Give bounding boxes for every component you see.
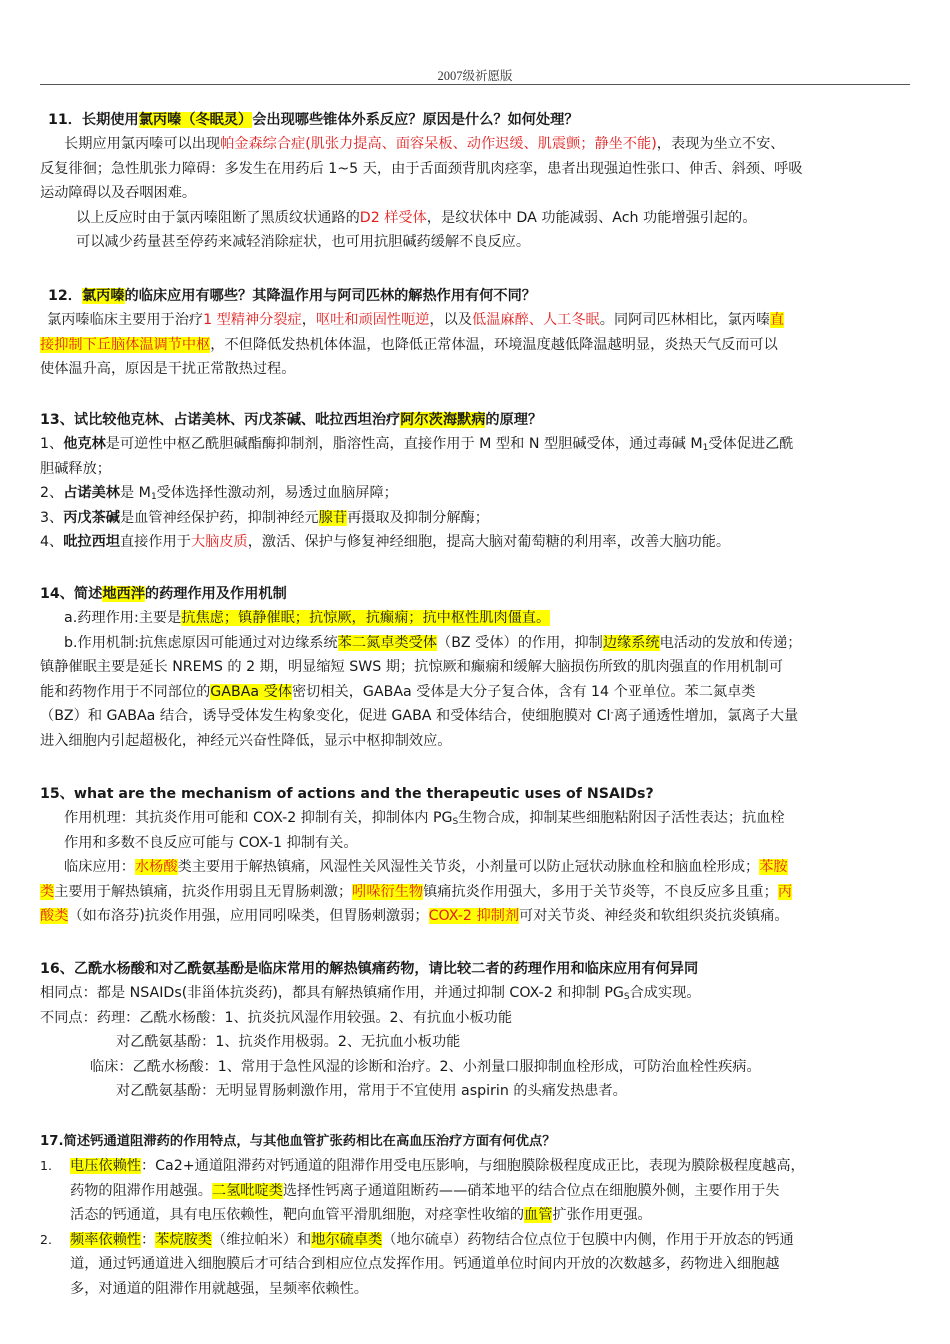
q17-p1c: 药物的阻滞作用越强。	[70, 1182, 212, 1199]
q15-c1d: 苯胺	[759, 859, 788, 876]
q14-line-2: 镇静催眠主要是延长 NREMS 的 2 期，明显缩短 SWS 期；抗惊厥和癫痫和缓解大脑损伤所致的肌肉强直的作用机制可	[40, 659, 784, 676]
q17-p2d: （维拉帕米）和	[211, 1231, 312, 1248]
q15-c2e: 丙	[777, 883, 793, 900]
question-12	[40, 284, 906, 382]
q14-line-4	[40, 704, 906, 729]
question-17	[40, 1130, 906, 1302]
q14-l3b: GABAa 受体	[210, 683, 292, 700]
question-15	[40, 782, 906, 929]
q15-c2d: 镇痛抗炎作用强大，多用于关节炎等，不良反应多且重；	[423, 883, 778, 900]
q13-t3: 的原理？	[485, 412, 543, 428]
q12-line-1	[40, 308, 906, 333]
q17-point-1	[40, 1154, 906, 1179]
q14-line-5: 进入细胞内引起超极化，神经元兴奋性降低，显示中枢抑制效应。	[40, 732, 452, 749]
q17-p1d: 二氢吡啶类	[211, 1182, 283, 1199]
q16-same	[40, 981, 906, 1006]
q14-a1: a.药理作用:主要是	[64, 610, 182, 626]
q12-l1b: 1 型精神分裂症	[203, 312, 302, 328]
q17-point-1-cont-1	[40, 1179, 906, 1204]
q15-clin-1	[40, 855, 906, 880]
q12-l1g: 。同阿司匹林相比，氯丙嗪	[599, 312, 771, 328]
q15-mech-1	[40, 806, 906, 831]
q14-b1: b.作用机制:抗焦虑原因可能通过对边缘系统	[64, 634, 338, 651]
q13-i2d: 受体选择性激动剂，易透过血脑屏障；	[156, 485, 398, 502]
q13-item-2	[40, 481, 906, 506]
q15-m1sub: S	[452, 817, 459, 827]
q17-n2: 2.	[40, 1231, 52, 1247]
q16-diff-4: 对乙酰氨基酚：无明显胃肠刺激作用，常用于不宜使用 aspirin 的头痛发热患者。	[116, 1083, 627, 1100]
q15-c1c: 类主要用于解热镇痛，风湿性关风湿性关节炎，小剂量可以防止冠状动脉血栓和脑血栓形成；	[177, 859, 760, 876]
q16-diff-2: 对乙酰氨基酚：1、抗炎作用极弱。2、无抗血小板功能	[116, 1034, 461, 1051]
q12-l2b: ，不但降低发热机体体温，也降低正常体温，环境温度越低降温越明显，炎热天气反而可以	[210, 336, 778, 353]
q12-l1h: 直	[770, 312, 785, 328]
q13-i3e: 再摄取及抑制分解酶；	[347, 509, 489, 526]
q17-p1e: 选择性钙离子通道阻断药——硝苯地平的结合位点在细胞膜外侧，主要作用于失	[282, 1182, 780, 1199]
q13-i2a: 2、	[40, 485, 64, 502]
q17-p2e: 地尔硫卓类	[311, 1231, 383, 1248]
q11-l4c: ，是纹状体中 DA 功能减弱、Ach 功能增强引起的。	[426, 209, 757, 226]
q13-i2b: 占诺美林	[63, 485, 120, 502]
q13-i1d: 受体促进乙酰	[708, 436, 794, 452]
q17-p1b: ：Ca2+通道阻滞药对钙通道的阻滞作用受电压影响，与细胞膜除极程度成正比，表现为膜除极程度越高，	[140, 1158, 805, 1174]
q13-t1: 13、试比较他克林、占诺美林、丙戊茶碱、吡拉西坦治疗	[40, 412, 401, 428]
q12-l1f: 低温麻醉、人工冬眠	[472, 312, 600, 328]
q15-m1a: 作用机理：其抗炎作用可能和 COX-2 抑制有关，抑制体内 PG	[64, 810, 453, 826]
q11-line-1	[40, 132, 906, 157]
q13-i3d: 腺苷	[318, 509, 348, 526]
q13-item-4	[40, 530, 906, 555]
q14-b	[40, 631, 906, 656]
q16-diff-1: 不同点：药理：乙酰水杨酸：1、抗炎抗风湿作用较强。2、有抗血小板功能	[40, 1009, 513, 1026]
q13-i3a: 3、	[40, 509, 64, 526]
q15-c2c: 吲哚衍生物	[352, 883, 424, 900]
question-16-title: 16、乙酰水杨酸和对乙酰氨基酚是临床常用的解热镇痛药物，请比较二者的药理作用和临床应用有何异同	[40, 961, 699, 977]
q11-l1c: ，表现为坐立不安、	[656, 136, 785, 152]
q16-s1b: 合成实现。	[629, 985, 701, 1001]
q13-i3b: 丙戊茶碱	[63, 509, 120, 526]
q17-p1f: 活态的钙通道，具有电压依赖性，靶向血管平滑肌细胞，对痉挛性收缩的	[70, 1207, 525, 1224]
q15-c1b: 水杨酸	[134, 859, 178, 876]
page-header: 2007级祈愿版	[437, 69, 513, 83]
q17-point-2-cont-1: 道，通过钙通道进入细胞膜后才可结合到相应位点发挥作用。钙通道单位时间内开放的次数越多，药物进入细胞越	[70, 1256, 780, 1273]
q14-l3a: 能和药物作用于不同部位的	[40, 683, 211, 700]
q12-t1: 12．	[48, 288, 82, 304]
q15-m1b: 生物合成，抑制某些细胞粘附因子活性表达；抗血栓	[458, 810, 785, 826]
q13-item-1	[40, 432, 906, 457]
q14-l4sup: -	[610, 708, 614, 719]
q13-item-1-cont: 胆碱释放；	[40, 460, 111, 477]
q14-a	[40, 606, 906, 631]
q12-l1e: ，以及	[429, 312, 473, 328]
q14-t1: 14、简述	[40, 586, 103, 602]
q13-i4c: 直接作用于	[119, 534, 191, 551]
question-13	[40, 408, 906, 555]
q11-line-5: 可以减少药量甚至停药来减轻消除症状，也可用抗胆碱药缓解不良反应。	[76, 234, 531, 251]
q13-i2c: 是 M	[119, 485, 151, 502]
q13-i1c: 是可逆性中枢乙酰胆碱酯酶抑制剂，脂溶性高，直接作用于 M 型和 N 型胆碱受体，通过毒碱 M	[105, 436, 703, 452]
q15-c3a: 酸类	[40, 908, 69, 925]
q11-l4a: 以上反应时由于氯丙嗪阻断了黑质纹状通路的	[76, 209, 360, 226]
q13-highlight: 阿尔茨海默病	[400, 412, 486, 428]
q13-item-3	[40, 506, 906, 531]
q11-l1a: 长期应用氯丙嗪可以出现	[64, 136, 221, 152]
q15-clin-2	[40, 880, 906, 905]
q11-t3: 会出现哪些锥体外系反应？原因是什么？如何处理？	[252, 112, 579, 128]
q15-c1a: 临床应用：	[64, 859, 135, 876]
question-13-title	[40, 408, 906, 432]
q12-line-3: 使体温升高，原因是干扰正常散热过程。	[40, 361, 296, 378]
question-15-title: 15、what are the mechanism of actions and the therapeutic uses of NSAIDs?	[40, 786, 654, 802]
q11-line-2: 反复徘徊；急性肌张力障碍：多发生在用药后 1~5 天，由于舌面颈背肌肉痉挛，患者出现强迫性张口、伸舌、斜颈、呼吸	[40, 160, 803, 177]
q14-b2: 苯二氮卓类受体	[337, 634, 437, 651]
q14-line-3	[40, 680, 906, 705]
q14-b4: 边缘系统	[602, 634, 660, 651]
q12-t3: 的临床应用有哪些？其降温作用与阿司匹林的解热作用有何不同？	[124, 288, 536, 304]
q14-highlight: 地西泮	[102, 586, 145, 602]
q14-b5: 电活动的发放和传递；	[659, 634, 802, 651]
q17-p2c: 苯烷胺类	[155, 1231, 212, 1248]
q15-clin-3	[40, 904, 906, 929]
q17-p1a: 电压依赖性	[70, 1158, 141, 1174]
q17-p2f: （地尔硫卓）药物结合位点位于包膜中内侧，作用于开放态的钙通	[382, 1231, 794, 1248]
q13-i1sub: 1	[702, 443, 709, 453]
q15-c3b: （如布洛芬)抗炎作用强，应用同吲哚类，但胃肠刺激弱；	[68, 908, 429, 925]
q13-i1a: 1、	[40, 436, 64, 452]
q13-i1b: 他克林	[63, 436, 106, 452]
q12-l1d: 呕吐和顽固性呃逆	[315, 312, 430, 328]
q12-line-2	[40, 333, 906, 358]
q14-b3: （BZ 受体）的作用，抑制	[437, 634, 603, 651]
q17-point-2-cont-2: 多，对通道的阻滞作用就越强，呈频率依赖性。	[70, 1280, 368, 1297]
q17-point-2	[40, 1228, 906, 1253]
q13-i3c: 是血管神经保护药，抑制神经元	[119, 509, 319, 526]
q15-mech-2: 作用和多数不良反应可能与 COX-1 抑制有关。	[64, 834, 358, 851]
q15-c2a: 类	[40, 883, 55, 900]
q12-highlight: 氯丙嗪	[81, 288, 125, 304]
q12-l1c: ，	[301, 312, 316, 328]
q13-i4d: 大脑皮质	[190, 534, 248, 551]
q15-c3d: 可对关节炎、神经炎和软组织炎抗炎镇痛。	[519, 908, 789, 925]
q13-i2sub: 1	[150, 492, 157, 503]
q16-s1sub: S	[623, 992, 630, 1002]
q14-a2: 抗焦虑；镇静催眠；抗惊厥，抗癫痫；抗中枢性肌肉僵直。	[181, 610, 551, 626]
q17-p2b: ：	[140, 1231, 156, 1248]
q11-l4b: D2 样受体	[359, 209, 427, 226]
question-17-title: 17.简述钙通道阻滞药的作用特点，与其他血管扩张药相比在高血压治疗方面有何优点？	[40, 1134, 556, 1149]
q17-p1h: 扩张作用更强。	[552, 1207, 652, 1224]
q17-p1g: 血管	[524, 1207, 553, 1224]
question-11-title	[40, 108, 906, 132]
question-12-title	[40, 284, 906, 308]
q13-i4a: 4、	[40, 534, 64, 551]
question-11	[40, 108, 906, 255]
q11-t1: 11．长期使用	[48, 112, 139, 128]
q11-line-3: 运动障碍以及吞咽困难。	[40, 185, 197, 202]
q13-i4e: ，激活、保护与修复神经细胞，提高大脑对葡萄糖的利用率，改善大脑功能。	[247, 534, 731, 551]
q17-n1: 1.	[40, 1158, 52, 1173]
q15-c3c: COX-2 抑制剂	[428, 908, 520, 925]
question-14	[40, 582, 906, 754]
q17-p2a: 频率依赖性	[70, 1231, 141, 1248]
q16-diff-3: 临床：乙酰水杨酸：1、常用于急性风湿的诊断和治疗。2、小剂量口服抑制血栓形成，可防治血栓性疾病。	[90, 1058, 761, 1075]
q14-t3: 的药理作用及作用机制	[144, 586, 287, 602]
q11-l1b: 帕金森综合症(肌张力提高、面容呆板、动作迟缓、肌震颤；静坐不能)	[220, 136, 657, 152]
q14-l3c: 密切相关，GABAa 受体是大分子复合体，含有 14 个亚单位。苯二氮卓类	[291, 683, 756, 700]
question-16	[40, 957, 906, 1104]
q13-i4b: 吡拉西坦	[63, 534, 120, 551]
q12-l1a: 氯丙嗪临床主要用于治疗	[47, 312, 204, 328]
q11-line-4	[40, 206, 906, 231]
header-rule	[40, 84, 910, 85]
q14-l4a: （BZ）和 GABAa 结合，诱导受体发生构象变化，促进 GABA 和受体结合，使细胞膜对 Cl	[40, 708, 611, 725]
q11-highlight: 氯丙嗪（冬眠灵）	[138, 112, 253, 128]
q16-s1a: 相同点：都是 NSAIDs(非甾体抗炎药)，都具有解热镇痛作用，并通过抑制 COX-2 和抑制 PG	[40, 985, 624, 1001]
question-14-title	[40, 582, 906, 606]
q17-point-1-cont-2	[40, 1203, 906, 1228]
q12-l2a: 接抑制下丘脑体温调节中枢	[40, 336, 211, 353]
q14-l4b: 离子通透性增加，氯离子大量	[613, 708, 799, 725]
q15-c2b: 主要用于解热镇痛，抗炎作用弱且无胃肠刺激；	[54, 883, 353, 900]
